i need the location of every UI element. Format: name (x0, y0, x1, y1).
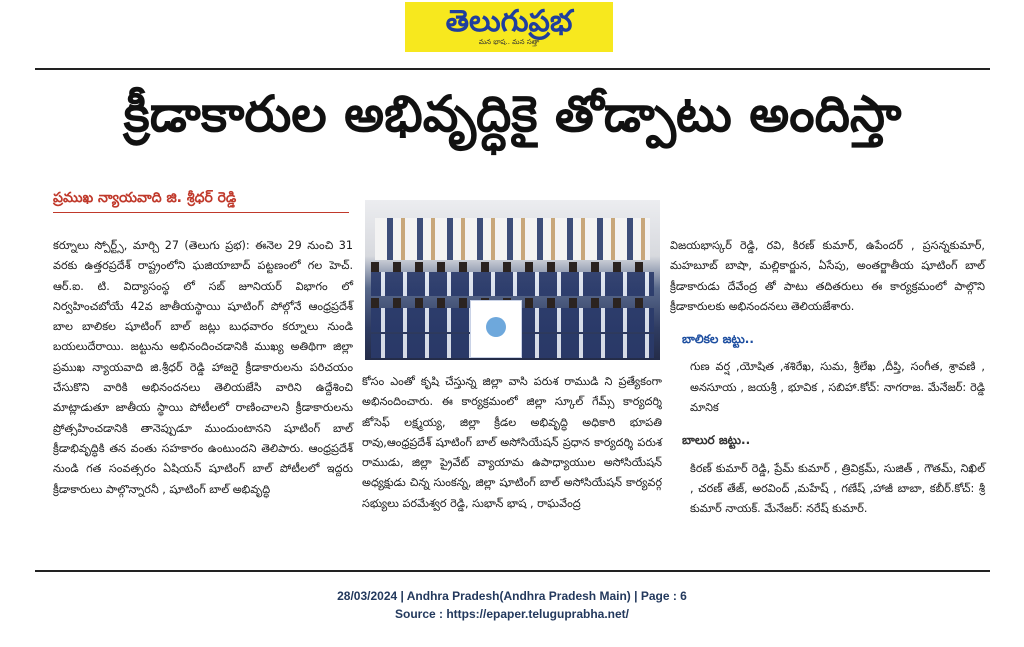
article-headline: క్రీడాకారుల అభివృద్ధికై తోడ్పాటు అందిస్తా (123, 84, 902, 143)
article-column-3 (670, 236, 985, 520)
article-column-1 (53, 236, 353, 500)
girls-team-list: గుణ వర్ష ,యోషిత ,శశిరేఖ, సుమ, శ్రీలేఖ ,దీప్తి, సంగీత, శ్రావణి , అనసూయ , జయశ్రీ , భూవిక , సబిహా.కోచ్: నాగరాజ. మేనేజర్: రెడ్డి మానిక (690, 360, 985, 415)
footer-edition-info: 28/03/2024 | Andhra Pradesh(Andhra Pradesh Main) | Page : 6 (337, 589, 687, 603)
column-2-text: కోసం ఎంతో కృషి చేస్తున్న జిల్లా వాసి పరుశ రాముడి ని ప్రత్యేకంగా అభినందించారు. ఈ కార్యక్రమంలో జిల్లా స్కూల్ గేమ్స్ కార్యదర్శి జోసెఫ్ లక్ష్మయ్య, జిల్లా క్రీడల అభివృద్ధి అధికారి భూపతి రావు,ఆంధ్రప్రదేశ్ షూటింగ్ బాల్ అసోసియేషన్ ప్రధాన కార్యదర్శి పరుశ రాముడు, జిల్లా ప్రైవేట్ వ్యాయామ ఉపాధ్యాయుల అసోసియేషన్ అధ్యక్షుడు చిన్న సుంకన్న, జిల్లా షూటింగ్ బాల్ అసోసియేషన్ కార్యవర్గ సభ్యులు పరమేశ్వర రెడ్డి, సుభాన్ భాష , రాఘవేంద్ర (362, 375, 662, 510)
column-1-text: కర్నూలు స్పోర్ట్స్, మార్చి 27 (తెలుగు ప్రభ): ఈనెల 29 నుంచి 31 వరకు ఉత్తరప్రదేశ్ రాష్ట్రంలోని ఘజియాబాద్ పట్టణంలో గల హెచ్. ఆర్.ఐ. టి. విద్యాసంస్థ లో సబ్ జూనియర్ విభాగం లో నిర్వహించబోయే 42వ జాతీయస్థాయి షూటింగ్ పోల్గోనే ఆంధ్రప్రదేశ్ బాల బాలికల షూటింగ్ బాల్ జట్లు బుధవారం కర్నూలు నుండి బయలుదేరాయి. జట్టును అభినందించడానికి ముఖ్య అతిథిగా జిల్లా ప్రముఖ న్యాయవాది జి.శ్రీధర్ రెడ్డి హాజరై క్రీడాకారులను పరిచయం చేసుకొని వారికి అభినందనలు తెలియజేసి వారిని ఉద్దేశించి మాట్లాడుతూ జాతీయ స్థాయి పోటీలలో రాణించాలని క్రీడాకారులను ప్రోత్సహించడానికి తానెప్పుడూ ముందుంటానని షూటింగ్ బాల్ క్రీడాభివృద్ధికి తన వంతు సహకారం ఉంటుందని తెలిపారు. ఆంధ్రప్రదేశ్ నుండి గత సంవత్సరం ఏషియన్ షూటింగ్ బాల్ పోటీలలో ఇద్దరు క్రీడాకారులు పాల్గొన్నారనీ , షూటింగ్ బాల్ అభివృద్ధి (53, 239, 353, 496)
team-photo (365, 200, 660, 360)
team-banner (470, 300, 522, 358)
masthead-brand: తెలుగుప్రభ (445, 4, 573, 39)
byline-underline (53, 212, 349, 213)
masthead-logo (405, 2, 613, 52)
boys-team-heading: బాలుర జట్టు.. (682, 433, 751, 448)
article-byline: ప్రముఖ న్యాయవాది జి. శ్రీధర్ రెడ్డి (53, 190, 237, 206)
footer-source-link[interactable]: Source : https://epaper.teluguprabha.net/ (394, 607, 630, 621)
bottom-divider (35, 570, 990, 572)
article-column-2 (362, 372, 662, 514)
masthead-tagline: మన భాష.. మన సత్తా (478, 38, 540, 46)
photo-row-heads (371, 262, 654, 272)
photo-row-back (371, 272, 654, 296)
girls-team-heading: బాలికల జట్టు.. (682, 332, 754, 347)
boys-team-list: కిరణ్ కుమార్ రెడ్డి, ప్రేమ్ కుమార్ , త్రివిక్రమ్, సుజిత్ , గౌతమ్, నిఖిల్ , చరణ్ తేజ్, అరవింద్ ,మహేష్ , గణేష్ ,హాజీ బాబా, కబీర్.కోచ్: శ్రీ కుమార్ నాయక్. మేనేజర్: నరేష్ కుమార్. (690, 461, 985, 516)
top-divider (35, 68, 990, 70)
column-3-text: విజయభాస్కర్ రెడ్డి, రవి, కిరణ్ కుమార్, ఉపేందర్ , ప్రసన్నకుమార్, మహబూబ్ బాషా, మల్లికార్జున, ఏసేపు, అంతర్జాతీయ షూటింగ్ బాల్ క్రీడాకారుడు దేవేంద్ర తో పాటు తదితరులు ఈ కార్యక్రమంలో పాల్గొని క్రీడాకారులకు అభినందనలు తెలియజేశారు. (670, 239, 985, 313)
banner-emblem (486, 317, 506, 337)
photo-standing-officials (375, 218, 650, 260)
